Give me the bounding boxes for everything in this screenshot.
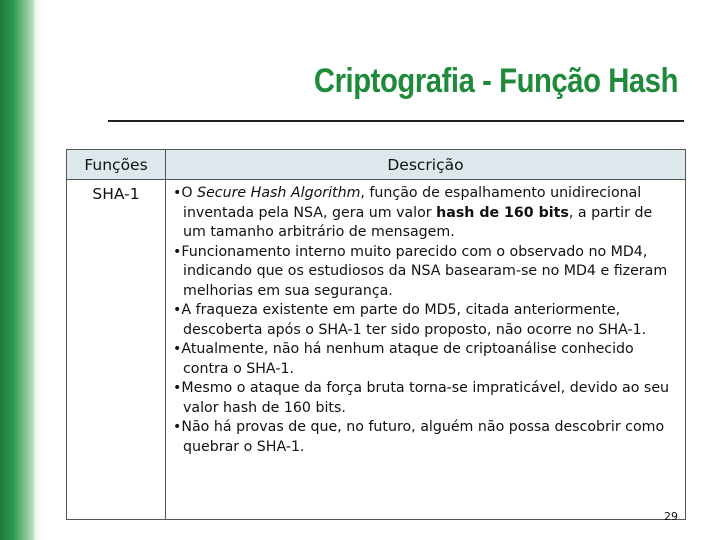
description-bullet: • A fraqueza existente em parte do MD5, citada anteriormente, descoberta após o SHA-1 ter sido proposto, não ocorre no SHA-1. [173,301,677,340]
title-divider [108,120,684,122]
description-list [166,180,685,457]
description-bullet: • Mesmo o ataque da força bruta torna-se impraticável, devido ao seu valor hash de 160 bits. [173,379,677,418]
hash-function-table [66,149,686,520]
algorithm-name-emphasis: Secure Hash Algorithm [197,185,361,201]
table-row [67,180,686,520]
bullet-text: O [181,185,198,201]
bullet-text: , função de espalhamento unidirecional inventada pela NSA, gera um valor [183,185,642,221]
description-bullet [173,184,677,243]
slide-title: Criptografia - Função Hash [313,62,678,100]
bullet-text: , a partir de um tamanho arbitrário de mensagem. [183,204,653,240]
decorative-left-band [0,0,34,540]
table-header-row [67,150,686,180]
function-name-cell: SHA-1 [67,180,166,520]
description-bullet: • Atualmente, não há nenhum ataque de criptoanálise conhecido contra o SHA-1. [173,340,677,379]
description-cell [166,180,686,520]
hash-size-emphasis: hash de 160 bits [436,204,569,221]
header-description: Descrição [166,150,686,180]
description-bullet: • Funcionamento interno muito parecido com o observado no MD4, indicando que os estudiosos da NSA basearam-se no MD4 e fizeram melhorias em sua segurança. [173,243,677,302]
page-number: 29 [664,510,678,523]
header-functions: Funções [67,150,166,180]
description-bullet: • Não há provas de que, no futuro, alguém não possa descobrir como quebrar o SHA-1. [173,418,677,457]
